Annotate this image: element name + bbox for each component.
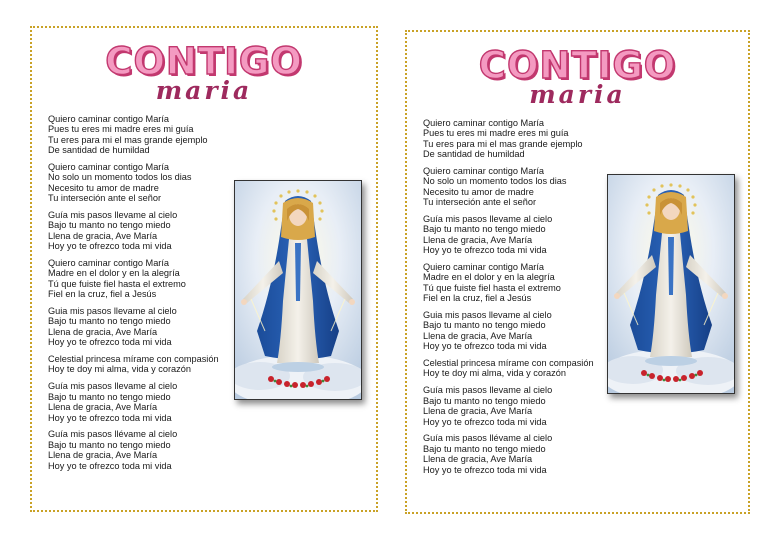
virgin-mary-image — [234, 180, 362, 400]
lyric-line: Hoy yo te ofrezco toda mi vida — [48, 337, 172, 348]
lyric-line: Llena de gracia, Ave María — [423, 406, 533, 417]
stanza — [423, 358, 594, 379]
lyric-line: Necesito tu amor de madre — [48, 182, 159, 193]
lyric-line: Guía mis pasos llévame al cielo — [423, 433, 553, 444]
stanza — [48, 306, 219, 348]
lyric-line: Madre en el dolor y en la alegría — [48, 268, 180, 279]
title-block — [407, 44, 748, 109]
lyric-line: Bajo tu manto no tengo miedo — [423, 224, 546, 235]
lyric-line: Pues tu eres mi madre eres mi guía — [423, 128, 569, 139]
title-block — [32, 40, 376, 105]
lyric-line: Bajo tu manto no tengo miedo — [423, 395, 546, 406]
lyric-line: No solo un momento todos los dias — [48, 172, 192, 183]
lyric-line: Tú que fuiste fiel hasta el extremo — [423, 282, 561, 293]
stanza — [423, 214, 594, 256]
lyric-line: Hoy yo te ofrezco toda mi vida — [423, 464, 547, 475]
stanza — [48, 258, 219, 300]
lyric-line: Tu eres para mi el mas grande ejemplo — [423, 138, 583, 149]
lyric-line: Quiero caminar contigo María — [48, 114, 170, 124]
lyric-line: Quiero caminar contigo María — [48, 258, 170, 269]
song-subtitle: maria — [529, 80, 626, 109]
lyric-line: Bajo tu manto no tengo miedo — [48, 316, 171, 327]
lyrics-block — [423, 118, 594, 481]
lyric-line: De santidad de humildad — [423, 149, 525, 160]
lyric-line: Guía mis pasos llevame al cielo — [423, 385, 553, 396]
stanza — [48, 162, 219, 204]
stanza — [48, 354, 219, 375]
song-title: CONTIGO — [478, 44, 677, 87]
lyric-line: Quiero caminar contigo María — [423, 262, 545, 273]
lyrics-card-left — [30, 26, 378, 512]
song-title: CONTIGO — [105, 40, 303, 83]
stanza — [423, 433, 594, 475]
lyric-line: Hoy yo te ofrezco toda mi vida — [423, 416, 547, 427]
lyric-line: Quiero caminar contigo María — [48, 162, 170, 173]
lyric-line: Hoy yo te ofrezco toda mi vida — [423, 341, 547, 352]
lyric-line: Celestial princesa mírame con compasión — [423, 358, 594, 369]
lyric-line: Fiel en la cruz, fiel a Jesús — [48, 289, 157, 300]
stanza — [48, 210, 219, 252]
stanza — [48, 429, 219, 471]
stanza — [423, 118, 594, 160]
lyric-line: Hoy yo te ofrezco toda mi vida — [48, 412, 172, 423]
lyric-line: Bajo tu manto no tengo miedo — [423, 443, 546, 454]
lyric-line: Llena de gracia, Ave María — [48, 230, 158, 241]
virgin-mary-image — [607, 174, 735, 394]
lyric-line: Quiero caminar contigo María — [423, 118, 545, 128]
lyrics-card-right — [405, 30, 750, 514]
stanza — [423, 166, 594, 208]
song-subtitle: maria — [155, 76, 253, 105]
stanza — [423, 262, 594, 304]
lyric-line: Hoy yo te ofrezco toda mi vida — [423, 245, 547, 256]
lyric-line: Madre en el dolor y en la alegría — [423, 272, 555, 283]
lyric-line: Guía mis pasos llevame al cielo — [423, 214, 553, 225]
stanza — [423, 310, 594, 352]
lyric-line: Bajo tu manto no tengo miedo — [48, 220, 171, 231]
stanza — [423, 385, 594, 427]
lyric-line: Bajo tu manto no tengo miedo — [48, 391, 171, 402]
lyric-line: Celestial princesa mírame con compasión — [48, 354, 219, 365]
lyric-line: Quiero caminar contigo María — [423, 166, 545, 177]
stanza — [48, 381, 219, 423]
lyric-line: Fiel en la cruz, fiel a Jesús — [423, 293, 532, 304]
lyric-line: Bajo tu manto no tengo miedo — [423, 320, 546, 331]
lyric-line: Bajo tu manto no tengo miedo — [48, 439, 171, 450]
lyric-line: Hoy yo te ofrezco toda mi vida — [48, 460, 172, 471]
lyric-line: Tú que fuiste fiel hasta el extremo — [48, 278, 186, 289]
lyrics-block — [48, 114, 219, 477]
stanza — [48, 114, 219, 156]
lyric-line: Hoy te doy mi alma, vida y corazón — [423, 368, 566, 379]
lyric-line: Llena de gracia, Ave María — [48, 450, 158, 461]
lyric-line: Tu interseción ante el señor — [48, 193, 162, 204]
lyric-line: No solo un momento todos los dias — [423, 176, 567, 187]
lyric-line: Guía mis pasos llévame al cielo — [48, 429, 178, 440]
lyric-line: Llena de gracia, Ave María — [423, 454, 533, 465]
lyric-line: Llena de gracia, Ave María — [48, 326, 158, 337]
lyric-line: Hoy yo te ofrezco toda mi vida — [48, 241, 172, 252]
lyric-line: Guia mis pasos llevame al cielo — [423, 310, 552, 321]
lyric-line: Guia mis pasos llevame al cielo — [48, 306, 177, 317]
lyric-line: Tu eres para mi el mas grande ejemplo — [48, 134, 208, 145]
lyric-line: Guía mis pasos llevame al cielo — [48, 381, 178, 392]
lyric-line: Hoy te doy mi alma, vida y corazón — [48, 364, 191, 375]
lyric-line: Tu interseción ante el señor — [423, 197, 537, 208]
lyric-line: Guía mis pasos llevame al cielo — [48, 210, 178, 221]
lyric-line: Llena de gracia, Ave María — [423, 330, 533, 341]
lyric-line: Pues tu eres mi madre eres mi guía — [48, 124, 194, 135]
lyric-line: De santidad de humildad — [48, 145, 150, 156]
lyric-line: Necesito tu amor de madre — [423, 186, 534, 197]
lyric-line: Llena de gracia, Ave María — [423, 234, 533, 245]
lyric-line: Llena de gracia, Ave María — [48, 402, 158, 413]
